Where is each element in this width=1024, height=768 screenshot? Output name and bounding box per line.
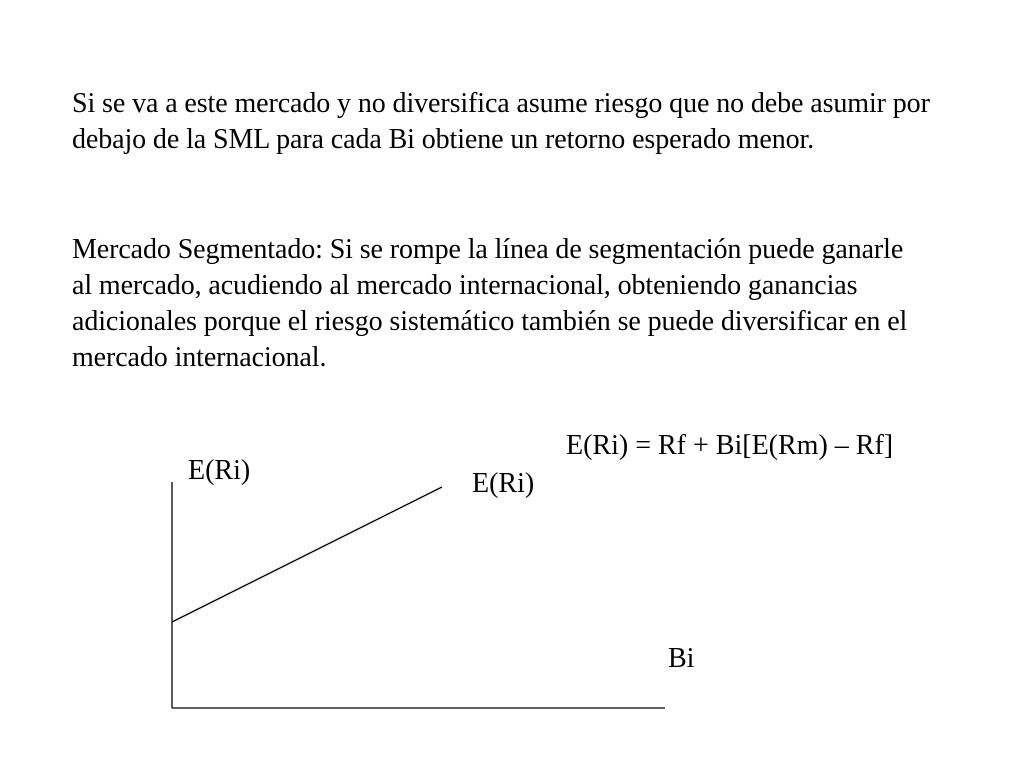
y-axis-label: E(Ri) — [188, 455, 251, 486]
paragraph-diversification: Si se va a este mercado y no diversifica asume riesgo que no debe asumir por debajo de la SML para cada Bi obtiene un retorno esperado menor. — [72, 88, 930, 155]
paragraph-segmented-market: Mercado Segmentado: Si se rompe la línea de segmentación puede ganarle al mercado, acudiendo al mercado internacional, obteniendo ganancias adicionales porque el riesgo sistemático también se puede diversificar en el mercado internacional. — [72, 234, 908, 373]
security-market-line — [172, 487, 442, 622]
x-axis-label: Bi — [668, 643, 695, 674]
sml-line-label: E(Ri) — [472, 468, 535, 499]
sml-formula: E(Ri) = Rf + Bi[E(Rm) – Rf] — [566, 430, 894, 461]
